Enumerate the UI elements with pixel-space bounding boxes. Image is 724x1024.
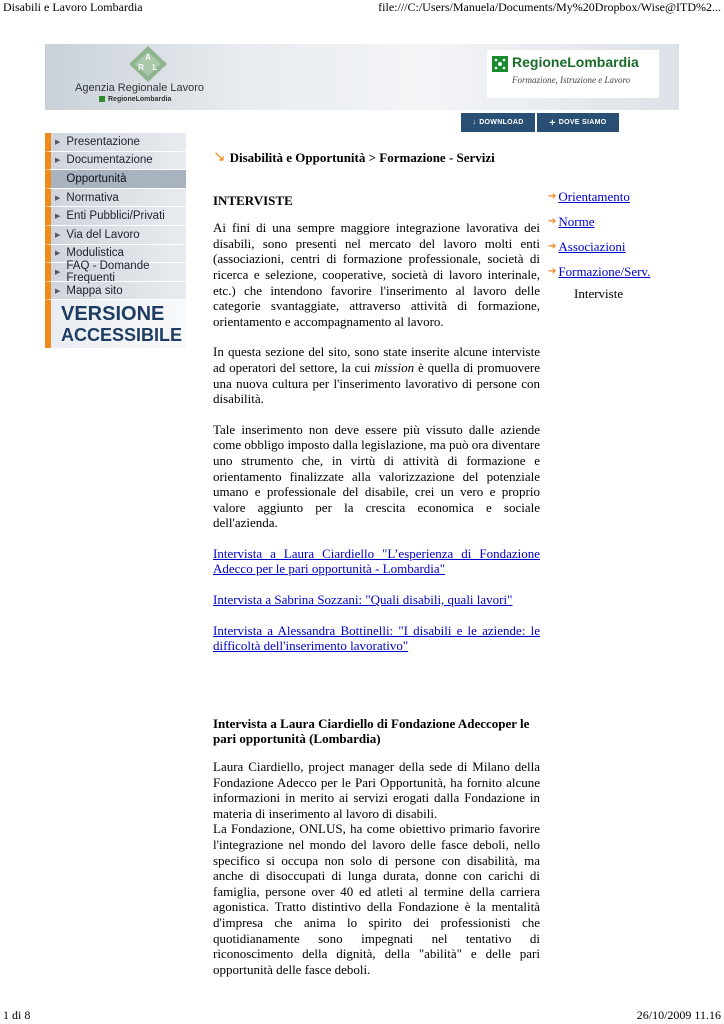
side-link[interactable]: Associazioni bbox=[558, 238, 626, 254]
nav-item-label: Normativa bbox=[66, 191, 119, 204]
side-item-orientamento[interactable] bbox=[548, 184, 688, 209]
interview-link-sozzani[interactable]: Intervista a Sabrina Sozzani: "Quali disabili, quali lavori" bbox=[213, 592, 513, 608]
arl-puzzle-logo-icon bbox=[117, 46, 179, 86]
intro-paragraph-2 bbox=[213, 344, 540, 406]
nav-item-normativa[interactable] bbox=[45, 189, 186, 208]
print-datetime: 26/10/2009 11.16 bbox=[636, 1008, 721, 1022]
bullet-arrow-icon: ➔ bbox=[548, 191, 557, 202]
left-navigation bbox=[45, 133, 186, 348]
p2-text-b: è quella di promuovere una nuova cultura per l'inserimento lavorativo di persone con disabilità. bbox=[213, 359, 540, 407]
nav-item-via-del-lavoro[interactable] bbox=[45, 226, 186, 245]
side-menu bbox=[548, 184, 688, 304]
nav-item-label: FAQ - Domande Frequenti bbox=[66, 259, 150, 284]
nav-item-mappa-sito[interactable] bbox=[45, 282, 186, 301]
print-footer bbox=[0, 1008, 724, 1024]
accessibile-line2: ACCESSIBILE bbox=[61, 325, 183, 346]
nav-arrow-icon: ▶ bbox=[55, 287, 61, 295]
region-square-icon bbox=[99, 96, 105, 102]
nav-arrow-icon: ▶ bbox=[55, 250, 61, 258]
site-banner bbox=[45, 44, 679, 110]
bullet-arrow-icon: ➔ bbox=[548, 216, 557, 227]
breadcrumb-arrow-icon: ↘ bbox=[213, 149, 226, 165]
interview-link-ciardiello[interactable]: Intervista a Laura Ciardiello "L’esperienza di Fondazione Adecco per le pari opportunità - Lombardia" bbox=[213, 545, 540, 577]
nav-arrow-icon: ▶ bbox=[55, 213, 61, 221]
interview-link-bottinelli[interactable]: Intervista a Alessandra Bottinelli: "I disabili e le aziende: le difficoltà dell'inserimento lavorativo" bbox=[213, 622, 540, 654]
nav-item-opportunita[interactable] bbox=[45, 170, 186, 189]
side-link[interactable]: Norme bbox=[558, 213, 595, 229]
nav-item-label: Mappa sito bbox=[66, 284, 123, 297]
top-toolbar bbox=[461, 113, 619, 132]
side-item-formazione[interactable] bbox=[548, 259, 688, 284]
agency-sub bbox=[99, 96, 171, 103]
interview-title: Intervista a Laura Ciardiello di Fondazione Adeccoper le pari opportunità (Lombardia) bbox=[213, 715, 530, 747]
side-link[interactable]: Formazione/Serv. bbox=[558, 263, 651, 279]
print-url: file:///C:/Users/Manuela/Documents/My%20Dropbox/Wise@ITD%2... bbox=[378, 0, 721, 14]
p2-text-a: In questa sezione del sito, sono state inserite alcune interviste ad operatori del settore, la cui bbox=[213, 344, 540, 375]
side-item-associazioni[interactable] bbox=[548, 234, 688, 259]
region-sub: Formazione, Istruzione e Lavoro bbox=[512, 75, 631, 85]
breadcrumb-text: Disabilità e Opportunità > Formazione - Servizi bbox=[229, 150, 495, 165]
rosa-camuna-icon bbox=[492, 56, 508, 72]
regione-lombardia-logo[interactable] bbox=[487, 50, 659, 98]
intro-paragraph-1: Ai fini di una sempre maggiore integrazione lavorativa dei disabili, sono presenti nel mercato del lavoro molti enti (associazioni, centri di formazione professionale, società di ricerca e selezione, cooperative, società di lavoro interinale, etc.) che intendono favorire l'inserimento al lavoro delle categorie svantaggiate, attraverso attività di formazione, orientamento e accompagnamento al lavoro. bbox=[213, 220, 540, 329]
nav-item-label: Documentazione bbox=[66, 154, 153, 167]
download-arrow-icon: ↓ bbox=[472, 119, 477, 126]
bullet-arrow-icon: ➔ bbox=[548, 266, 557, 277]
logo-letter-a: A bbox=[145, 53, 151, 62]
nav-item-label: Opportunità bbox=[66, 172, 127, 185]
nav-arrow-icon: ▶ bbox=[55, 157, 61, 165]
p2-mission: mission bbox=[374, 359, 415, 375]
nav-arrow-icon: ▶ bbox=[55, 231, 61, 239]
nav-arrow-icon: ▶ bbox=[55, 138, 61, 146]
logo-letter-l: L bbox=[152, 63, 158, 72]
nav-item-label: Presentazione bbox=[66, 135, 140, 148]
print-header bbox=[0, 0, 724, 16]
nav-item-label: Via del Lavoro bbox=[66, 228, 140, 241]
side-link[interactable]: Orientamento bbox=[558, 188, 630, 204]
print-page-title: Disabili e Lavoro Lombardia bbox=[3, 0, 143, 14]
nav-arrow-icon: ▶ bbox=[55, 268, 61, 276]
agency-name: Agenzia Regionale Lavoro bbox=[75, 82, 205, 94]
crosshair-icon: ✛ bbox=[549, 119, 556, 127]
nav-item-documentazione[interactable] bbox=[45, 152, 186, 171]
region-name: RegioneLombardia bbox=[512, 54, 639, 70]
side-subitem-interviste: Interviste bbox=[574, 286, 624, 301]
main-content bbox=[213, 150, 540, 977]
nav-item-label: Modulistica bbox=[66, 247, 124, 260]
dove-siamo-label: DOVE SIAMO bbox=[558, 119, 607, 126]
nav-arrow-icon: ▶ bbox=[55, 194, 61, 202]
nav-item-faq[interactable] bbox=[45, 259, 186, 284]
download-button[interactable] bbox=[461, 113, 535, 132]
versione-accessibile-link[interactable] bbox=[45, 300, 186, 348]
nav-item-label: Enti Pubblici/Privati bbox=[66, 210, 165, 223]
interview-paragraph-1: Laura Ciardiello, project manager della sede di Milano della Fondazione Adecco per le Pari Opportunità, ha fornito alcune informazioni in merito ai servizi erogati dalla Fondazione in materia di inserimento al lavoro di disabili. bbox=[213, 759, 540, 821]
interview-paragraph-2: La Fondazione, ONLUS, ha come obiettivo primario favorire l'integrazione nel mondo del lavoro delle fasce deboli, nello specifico si occupa non solo di persone con disabilità, ma anche di disoccupati di lunga durata, donne con carichi di famiglia, persone over 40 ed atleti al termine della carriera agonistica. Tratto distintivo della Fondazione è la mentalità d'impresa che anima lo spirito dei professionisti che quotidianamente sono impegnati nel tentativo di riconoscimento della dignità, della "abilità" e delle pari opportunità delle fasce deboli. bbox=[213, 821, 540, 977]
logo-letter-r: R bbox=[138, 63, 144, 72]
breadcrumb bbox=[213, 150, 540, 166]
accessibile-line1: VERSIONE bbox=[61, 303, 165, 326]
side-item-norme[interactable] bbox=[548, 209, 688, 234]
dove-siamo-button[interactable] bbox=[537, 113, 619, 132]
nav-item-presentazione[interactable] bbox=[45, 133, 186, 152]
nav-item-enti[interactable] bbox=[45, 207, 186, 226]
bullet-arrow-icon: ➔ bbox=[548, 241, 557, 252]
page-counter: 1 di 8 bbox=[3, 1008, 31, 1022]
page-title: INTERVISTE bbox=[213, 192, 293, 208]
agency-sub-label: RegioneLombardia bbox=[108, 96, 172, 103]
download-label: DOWNLOAD bbox=[479, 119, 524, 126]
intro-paragraph-3: Tale inserimento non deve essere più vissuto dalle aziende come obbligo imposto dalla legislazione, ma può ora diventare uno strumento che, in virtù di attività di formazione e orientamento finalizzate alla valorizzazione del potenziale umano e professionale del disabile, crei un vero e proprio valore aggiunto per la crescita economica e sociale dell'azienda. bbox=[213, 421, 540, 531]
